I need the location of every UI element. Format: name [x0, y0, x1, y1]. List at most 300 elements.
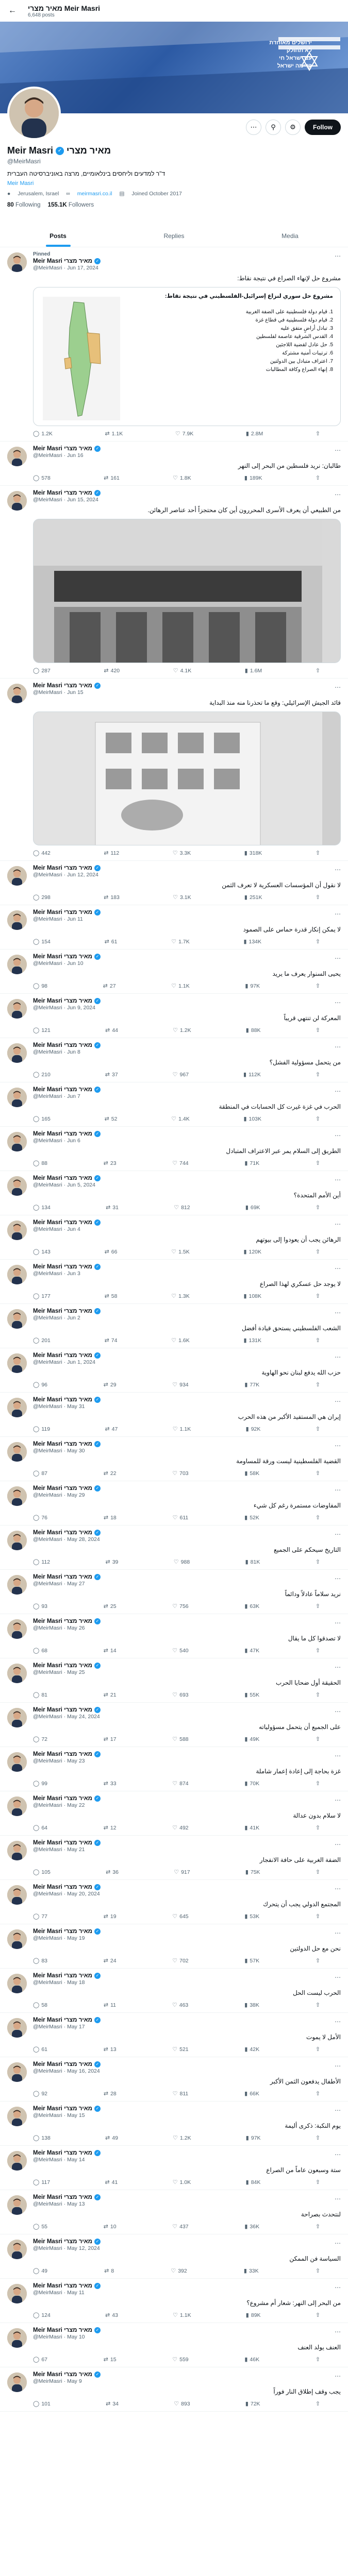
tweet-date[interactable]: May 27 [67, 1581, 85, 1587]
share-button[interactable] [316, 982, 320, 989]
reply-button[interactable] [33, 1558, 50, 1565]
tweet-date[interactable]: Jun 11 [67, 916, 83, 922]
repost-button[interactable] [104, 1160, 117, 1166]
tweet-date[interactable]: May 20, 2024 [67, 1891, 100, 1897]
repost-button[interactable] [106, 1869, 119, 1875]
tweet[interactable] [0, 1747, 348, 1791]
tweet-author-name[interactable]: Meir Masri מאיר מצרי [33, 2106, 93, 2112]
tweet[interactable] [0, 1393, 348, 1437]
more-options-icon[interactable]: ⋯ [335, 1664, 341, 1671]
avatar[interactable] [7, 1575, 27, 1595]
tweet[interactable] [0, 1658, 348, 1703]
like-button[interactable] [172, 1160, 188, 1166]
share-button[interactable] [316, 474, 320, 481]
tweet-author-name[interactable]: Meir Masri מאיר מצרי [33, 1663, 93, 1669]
share-button[interactable] [316, 1869, 320, 1875]
like-button[interactable] [171, 1115, 189, 1122]
repost-button[interactable] [104, 1381, 117, 1388]
repost-button[interactable] [105, 1248, 118, 1255]
tweet-author-name[interactable]: Meir Masri מאיר מצרי [33, 1973, 93, 1979]
views-button[interactable] [244, 2090, 259, 2097]
repost-button[interactable] [105, 1071, 118, 1078]
tweet-date[interactable]: May 29 [67, 1492, 85, 1498]
tweet-author-name[interactable]: Meir Masri מאיר מצרי [33, 1087, 93, 1093]
tweet-date[interactable]: Jun 10 [67, 960, 84, 967]
share-button[interactable] [316, 1691, 320, 1698]
like-button[interactable] [171, 1337, 189, 1344]
reply-button[interactable] [33, 894, 51, 901]
reply-button[interactable] [33, 1957, 47, 1964]
tweet-author-name[interactable]: Meir Masri מאיר מצרי [33, 1928, 93, 1935]
like-button[interactable] [174, 1869, 190, 1875]
more-options-icon[interactable]: ⋯ [335, 1132, 341, 1139]
tweet-date[interactable]: Jun 4 [67, 1226, 80, 1232]
tweet[interactable] [0, 1171, 348, 1215]
tweet-author-name[interactable]: Meir Masri מאיר מצרי [33, 998, 93, 1004]
avatar[interactable] [7, 1265, 27, 1284]
share-button[interactable] [316, 2356, 320, 2363]
tweet-author-name[interactable]: Meir Masri מאיר מצרי [33, 909, 93, 916]
views-button[interactable] [244, 1470, 259, 1477]
tweet-author-name[interactable]: Meir Masri מאיר מצרי [33, 2283, 93, 2289]
follow-button[interactable]: Follow [305, 120, 341, 135]
share-button[interactable] [316, 2134, 320, 2141]
more-options-icon[interactable]: ⋯ [335, 1531, 341, 1538]
share-button[interactable] [316, 2002, 320, 2008]
repost-button[interactable] [104, 1691, 117, 1698]
tweet-date[interactable]: May 19 [67, 1935, 85, 1941]
notification-bell-icon[interactable]: ⚙ [285, 120, 301, 135]
tweet-date[interactable]: Jun 9, 2024 [67, 1005, 95, 1011]
avatar[interactable] [7, 684, 27, 703]
repost-button[interactable] [104, 2046, 117, 2053]
reply-button[interactable] [33, 1736, 47, 1742]
views-button[interactable] [244, 850, 262, 856]
repost-button[interactable] [104, 1824, 117, 1831]
reply-button[interactable] [33, 1293, 51, 1299]
like-button[interactable] [172, 1381, 188, 1388]
reply-button[interactable] [33, 2002, 47, 2008]
more-options-icon[interactable]: ⋯ [335, 1885, 341, 1892]
share-button[interactable] [316, 430, 320, 437]
tab-posts[interactable]: Posts [0, 225, 116, 247]
repost-button[interactable] [106, 2400, 119, 2407]
more-options-icon[interactable]: ⋯ [335, 1929, 341, 1937]
repost-button[interactable] [104, 2267, 114, 2274]
more-options-icon[interactable]: ⋯ [335, 1974, 341, 1981]
repost-button[interactable] [104, 1470, 117, 1477]
arrow-left-icon[interactable]: ← [8, 6, 16, 15]
reply-button[interactable] [33, 1913, 47, 1920]
like-button[interactable] [172, 2356, 188, 2363]
reply-button[interactable] [33, 1869, 51, 1875]
repost-button[interactable] [103, 982, 116, 989]
avatar[interactable] [7, 1797, 27, 1816]
avatar[interactable] [7, 2284, 27, 2303]
share-button[interactable] [316, 1780, 320, 1787]
tweet-date[interactable]: May 28, 2024 [67, 1536, 100, 1543]
share-button[interactable] [316, 1558, 320, 1565]
tweet[interactable] [0, 2323, 348, 2367]
tweet-author-name[interactable]: Meir Masri מאיר מצרי [33, 1795, 93, 1802]
tweet[interactable] [0, 1437, 348, 1481]
views-button[interactable] [244, 474, 262, 481]
share-button[interactable] [316, 1736, 320, 1742]
reply-button[interactable] [33, 1603, 47, 1609]
tweet-author-name[interactable]: Meir Masri מאיר מצרי [33, 1042, 93, 1048]
reply-button[interactable] [33, 1691, 47, 1698]
views-button[interactable] [246, 2134, 261, 2141]
avatar[interactable] [7, 1043, 27, 1063]
views-button[interactable] [244, 1913, 259, 1920]
views-button[interactable] [243, 938, 261, 945]
tweet-author-name[interactable]: Meir Masri מאיר מצרי [33, 1751, 93, 1757]
tweet[interactable] [0, 486, 348, 679]
more-options-icon[interactable]: ⋯ [335, 2240, 341, 2247]
avatar[interactable] [7, 1353, 27, 1373]
repost-button[interactable] [105, 1293, 118, 1299]
tweet[interactable] [0, 247, 348, 442]
avatar[interactable] [7, 252, 27, 272]
tweet[interactable] [0, 1082, 348, 1127]
reply-button[interactable] [33, 1160, 47, 1166]
repost-button[interactable] [104, 1957, 117, 1964]
views-button[interactable] [244, 1780, 259, 1787]
views-button[interactable] [244, 2002, 259, 2008]
repost-button[interactable] [104, 2223, 117, 2230]
more-options-icon[interactable]: ⋯ [335, 1309, 341, 1316]
tweet[interactable] [0, 1260, 348, 1304]
tweet[interactable] [0, 1215, 348, 1260]
avatar[interactable] [7, 1531, 27, 1550]
tweet-date[interactable]: May 25 [67, 1669, 85, 1675]
like-button[interactable] [171, 982, 189, 989]
profile-website[interactable]: meirmasri.co.il [77, 191, 112, 197]
tweet[interactable] [0, 2057, 348, 2102]
share-button[interactable] [316, 2223, 320, 2230]
share-button[interactable] [316, 894, 320, 901]
like-button[interactable] [171, 938, 189, 945]
following-stat[interactable] [7, 202, 41, 208]
repost-button[interactable] [104, 2090, 117, 2097]
reply-button[interactable] [33, 1780, 47, 1787]
tweet-date[interactable]: Jun 5, 2024 [67, 1182, 95, 1188]
like-button[interactable] [172, 2223, 188, 2230]
reply-button[interactable] [33, 2134, 51, 2141]
views-button[interactable] [244, 1824, 259, 1831]
more-options-icon[interactable]: ⋯ [335, 2284, 341, 2291]
more-options-icon[interactable]: ⋯ [335, 2018, 341, 2025]
views-button[interactable] [244, 894, 262, 901]
tweet-date[interactable]: May 16, 2024 [67, 2068, 100, 2074]
more-options-icon[interactable]: ⋯ [335, 1619, 341, 1626]
more-options-icon[interactable]: ⋯ [335, 1486, 341, 1494]
reply-button[interactable] [33, 850, 51, 856]
more-options-icon[interactable]: ⋯ [335, 491, 341, 498]
avatar[interactable] [7, 2107, 27, 2126]
tweet-image[interactable] [33, 519, 341, 663]
tweet-author-name[interactable]: Meir Masri מאיר מצרי [33, 954, 93, 960]
reply-button[interactable] [33, 938, 51, 945]
more-options-icon[interactable]: ⋯ [335, 1841, 341, 1848]
share-button[interactable] [316, 1160, 320, 1166]
reply-button[interactable] [33, 2090, 47, 2097]
avatar[interactable] [7, 2018, 27, 2038]
more-options-icon[interactable]: ⋯ [335, 447, 341, 454]
like-button[interactable] [171, 1248, 189, 1255]
avatar[interactable] [7, 2062, 27, 2082]
tweet-date[interactable]: Jun 8 [67, 1049, 80, 1055]
tweet[interactable] [0, 861, 348, 905]
tweet-date[interactable]: May 13 [67, 2201, 85, 2207]
tweet-author-name[interactable]: Meir Masri מאיר מצרי [33, 1618, 93, 1624]
avatar[interactable] [7, 2195, 27, 2215]
views-button[interactable] [244, 2267, 259, 2274]
views-button[interactable] [244, 2356, 259, 2363]
tweet-author-name[interactable]: Meir Masri מאיר מצרי [33, 1707, 93, 1713]
repost-button[interactable] [104, 850, 119, 856]
tweet[interactable] [0, 1127, 348, 1171]
like-button[interactable] [172, 2002, 188, 2008]
views-button[interactable] [243, 1071, 261, 1078]
repost-button[interactable] [104, 667, 120, 674]
tweet-author-name[interactable]: Meir Masri מאיר מצרי [33, 865, 93, 871]
avatar[interactable] [7, 910, 27, 930]
avatar[interactable] [7, 2328, 27, 2348]
tweet[interactable] [0, 1304, 348, 1348]
more-options-icon[interactable]: ⋯ [335, 1043, 341, 1050]
reply-button[interactable] [33, 2312, 51, 2318]
like-button[interactable] [172, 1470, 188, 1477]
views-button[interactable] [246, 2179, 261, 2185]
tweet-author-name[interactable]: Meir Masri מאיר מצרי [33, 1308, 93, 1314]
more-options-icon[interactable]: ⋯ [335, 1353, 341, 1361]
tweet[interactable] [0, 2102, 348, 2146]
share-button[interactable] [316, 1514, 320, 1521]
tweet[interactable] [0, 1526, 348, 1570]
views-button[interactable] [244, 1381, 259, 1388]
tweet-image[interactable] [33, 287, 341, 426]
more-options-icon[interactable]: ⋯ [335, 910, 341, 918]
tweet-author-name[interactable]: Meir Masri מאיר מצרי [33, 2327, 93, 2333]
views-button[interactable] [245, 1558, 260, 1565]
like-button[interactable] [174, 2400, 190, 2407]
tab-replies[interactable]: Replies [163, 232, 185, 240]
views-button[interactable] [244, 1736, 259, 1742]
avatar[interactable] [7, 1088, 27, 1107]
tweet-author-name[interactable]: Meir Masri מאיר מצרי [33, 490, 93, 496]
share-button[interactable] [316, 1204, 320, 1211]
tweet-date[interactable]: May 22 [67, 1802, 85, 1808]
tweet-author-name[interactable]: Meir Masri מאיר מצרי [33, 1530, 93, 1536]
views-button[interactable] [245, 1869, 260, 1875]
like-button[interactable] [173, 1071, 189, 1078]
like-button[interactable] [175, 430, 193, 437]
tweet[interactable] [0, 994, 348, 1038]
tweet-date[interactable]: May 21 [67, 1846, 85, 1853]
more-options-icon[interactable]: ⋯ [335, 2195, 341, 2202]
tweet-date[interactable]: Jun 12, 2024 [67, 872, 98, 878]
reply-button[interactable] [33, 1381, 47, 1388]
repost-button[interactable] [105, 938, 118, 945]
reply-button[interactable] [33, 2356, 47, 2363]
tweet[interactable] [0, 2367, 348, 2412]
repost-button[interactable] [104, 1603, 117, 1609]
like-button[interactable] [172, 1603, 188, 1609]
share-button[interactable] [316, 938, 320, 945]
views-button[interactable] [244, 1647, 259, 1654]
avatar[interactable] [7, 2240, 27, 2259]
tweet-author-name[interactable]: Meir Masri מאיר מצרי [33, 1441, 93, 1447]
share-button[interactable] [316, 667, 320, 674]
like-button[interactable] [173, 2134, 191, 2141]
reply-button[interactable] [33, 982, 47, 989]
share-button[interactable] [316, 1337, 320, 1344]
tweet-author-name[interactable]: Meir Masri מאיר מצרי [33, 1884, 93, 1890]
reply-button[interactable] [33, 1824, 47, 1831]
like-button[interactable] [171, 2267, 187, 2274]
like-button[interactable] [174, 1558, 190, 1565]
tweet-date[interactable]: Jun 6 [67, 1138, 80, 1144]
more-options-icon[interactable]: ⋯ [335, 2107, 341, 2114]
tweet-date[interactable]: May 17 [67, 2024, 85, 2030]
views-button[interactable] [244, 1160, 259, 1166]
more-options-icon[interactable]: ⋯ [335, 1088, 341, 1095]
more-options-icon[interactable]: ⋯ [335, 1176, 341, 1183]
repost-button[interactable] [105, 1558, 118, 1565]
reply-button[interactable] [33, 1514, 47, 1521]
tweet-author-name[interactable]: Meir Masri מאיר מצרי [33, 683, 93, 689]
views-button[interactable] [243, 1293, 261, 1299]
tweet-date[interactable]: May 18 [67, 1979, 85, 1986]
tweet-author-name[interactable]: Meir Masri מאיר מצרי [33, 2371, 93, 2378]
more-options-icon[interactable]: ⋯ [335, 1752, 341, 1759]
views-button[interactable] [244, 1514, 259, 1521]
tweet-date[interactable]: May 31 [67, 1403, 85, 1410]
avatar[interactable] [7, 2372, 27, 2392]
share-button[interactable] [316, 2312, 320, 2318]
tweet-date[interactable]: May 10 [67, 2334, 85, 2340]
tweet-author-name[interactable]: Meir Masri מאיר מצרי [33, 2061, 93, 2067]
tweet[interactable] [0, 1969, 348, 2013]
avatar[interactable] [7, 1974, 27, 1993]
avatar[interactable] [7, 866, 27, 886]
tweet[interactable] [0, 679, 348, 861]
tweet-author-name[interactable]: Meir Masri מאיר מצרי [33, 1264, 93, 1270]
avatar[interactable] [7, 1309, 27, 1329]
tweet-date[interactable]: Jun 2 [67, 1315, 80, 1321]
avatar[interactable] [7, 2151, 27, 2171]
more-options-icon[interactable]: ⋯ [335, 1265, 341, 1272]
reply-button[interactable] [33, 2046, 47, 2053]
repost-button[interactable] [105, 2179, 118, 2185]
like-button[interactable] [173, 2179, 191, 2185]
tweet-author-name[interactable]: Meir Masri מאיר מצרי [33, 1131, 93, 1137]
repost-button[interactable] [105, 430, 123, 437]
views-button[interactable] [245, 982, 260, 989]
views-button[interactable] [243, 1337, 261, 1344]
more-options-icon[interactable]: ⋯ [335, 866, 341, 873]
tweet[interactable] [0, 1570, 348, 1614]
avatar[interactable] [7, 1929, 27, 1949]
avatar[interactable] [7, 1664, 27, 1683]
repost-button[interactable] [104, 894, 120, 901]
share-button[interactable] [316, 1957, 320, 1964]
avatar[interactable] [7, 955, 27, 974]
like-button[interactable] [172, 1736, 188, 1742]
like-button[interactable] [173, 2090, 189, 2097]
repost-button[interactable] [105, 2134, 118, 2141]
avatar[interactable] [7, 1132, 27, 1151]
like-button[interactable] [173, 1027, 191, 1033]
share-button[interactable] [316, 1470, 320, 1477]
more-options-icon[interactable]: ⋯ [335, 1708, 341, 1715]
share-button[interactable] [316, 1071, 320, 1078]
views-button[interactable] [244, 1691, 259, 1698]
reply-button[interactable] [33, 1470, 47, 1477]
tweet-author-name[interactable]: Meir Masri מאיר מצרי [33, 1840, 93, 1846]
share-button[interactable] [316, 1381, 320, 1388]
bio-link[interactable]: Meir Masri [7, 180, 34, 187]
repost-button[interactable] [104, 2002, 116, 2008]
views-button[interactable] [244, 2223, 259, 2230]
like-button[interactable] [172, 1957, 188, 1964]
tweet-author-name[interactable]: Meir Masri מאיר מצרי [33, 258, 93, 264]
tweet[interactable] [0, 1038, 348, 1082]
avatar[interactable] [7, 999, 27, 1019]
repost-button[interactable] [104, 1514, 117, 1521]
share-button[interactable] [316, 2179, 320, 2185]
tweet-date[interactable]: May 9 [67, 2378, 82, 2384]
avatar[interactable] [7, 87, 61, 140]
tweet[interactable] [0, 442, 348, 486]
repost-button[interactable] [105, 1115, 118, 1122]
tweet-author-name[interactable]: Meir Masri מאיר מצרי [33, 2017, 93, 2023]
avatar[interactable] [7, 1619, 27, 1639]
tweet-author-name[interactable]: Meir Masri מאיר מצרי [33, 2239, 93, 2245]
share-button[interactable] [316, 850, 320, 856]
views-button[interactable] [246, 2312, 261, 2318]
share-button[interactable] [316, 2090, 320, 2097]
avatar[interactable] [7, 491, 27, 511]
more-options-icon[interactable]: ⋯ [335, 684, 341, 691]
repost-button[interactable] [105, 1426, 118, 1432]
tweet[interactable] [0, 2279, 348, 2323]
more-options-icon[interactable]: ⋯ [335, 1575, 341, 1582]
tweet[interactable] [0, 1880, 348, 1924]
share-button[interactable] [316, 1603, 320, 1609]
tweet-date[interactable]: Jun 3 [67, 1270, 80, 1277]
share-button[interactable] [316, 1115, 320, 1122]
share-button[interactable] [316, 1293, 320, 1299]
more-options-icon[interactable]: ⋯ [335, 1442, 341, 1449]
share-button[interactable] [316, 2400, 320, 2407]
tweet-date[interactable]: May 24, 2024 [67, 1714, 100, 1720]
more-options-icon[interactable]: ⋯ [335, 2151, 341, 2158]
reply-button[interactable] [33, 1248, 51, 1255]
views-button[interactable] [244, 2046, 259, 2053]
more-options-icon[interactable]: ⋯ [335, 2328, 341, 2335]
tweet-author-name[interactable]: Meir Masri מאיר מצרי [33, 446, 93, 452]
tweet-date[interactable]: Jun 16 [67, 452, 84, 459]
like-button[interactable] [172, 2046, 188, 2053]
reply-button[interactable] [33, 1337, 51, 1344]
more-options-icon[interactable]: ⋯ [335, 1398, 341, 1405]
repost-button[interactable] [105, 2312, 118, 2318]
share-button[interactable] [316, 1027, 320, 1033]
tweet-date[interactable]: Jun 1, 2024 [67, 1359, 95, 1365]
reply-button[interactable] [33, 1027, 51, 1033]
